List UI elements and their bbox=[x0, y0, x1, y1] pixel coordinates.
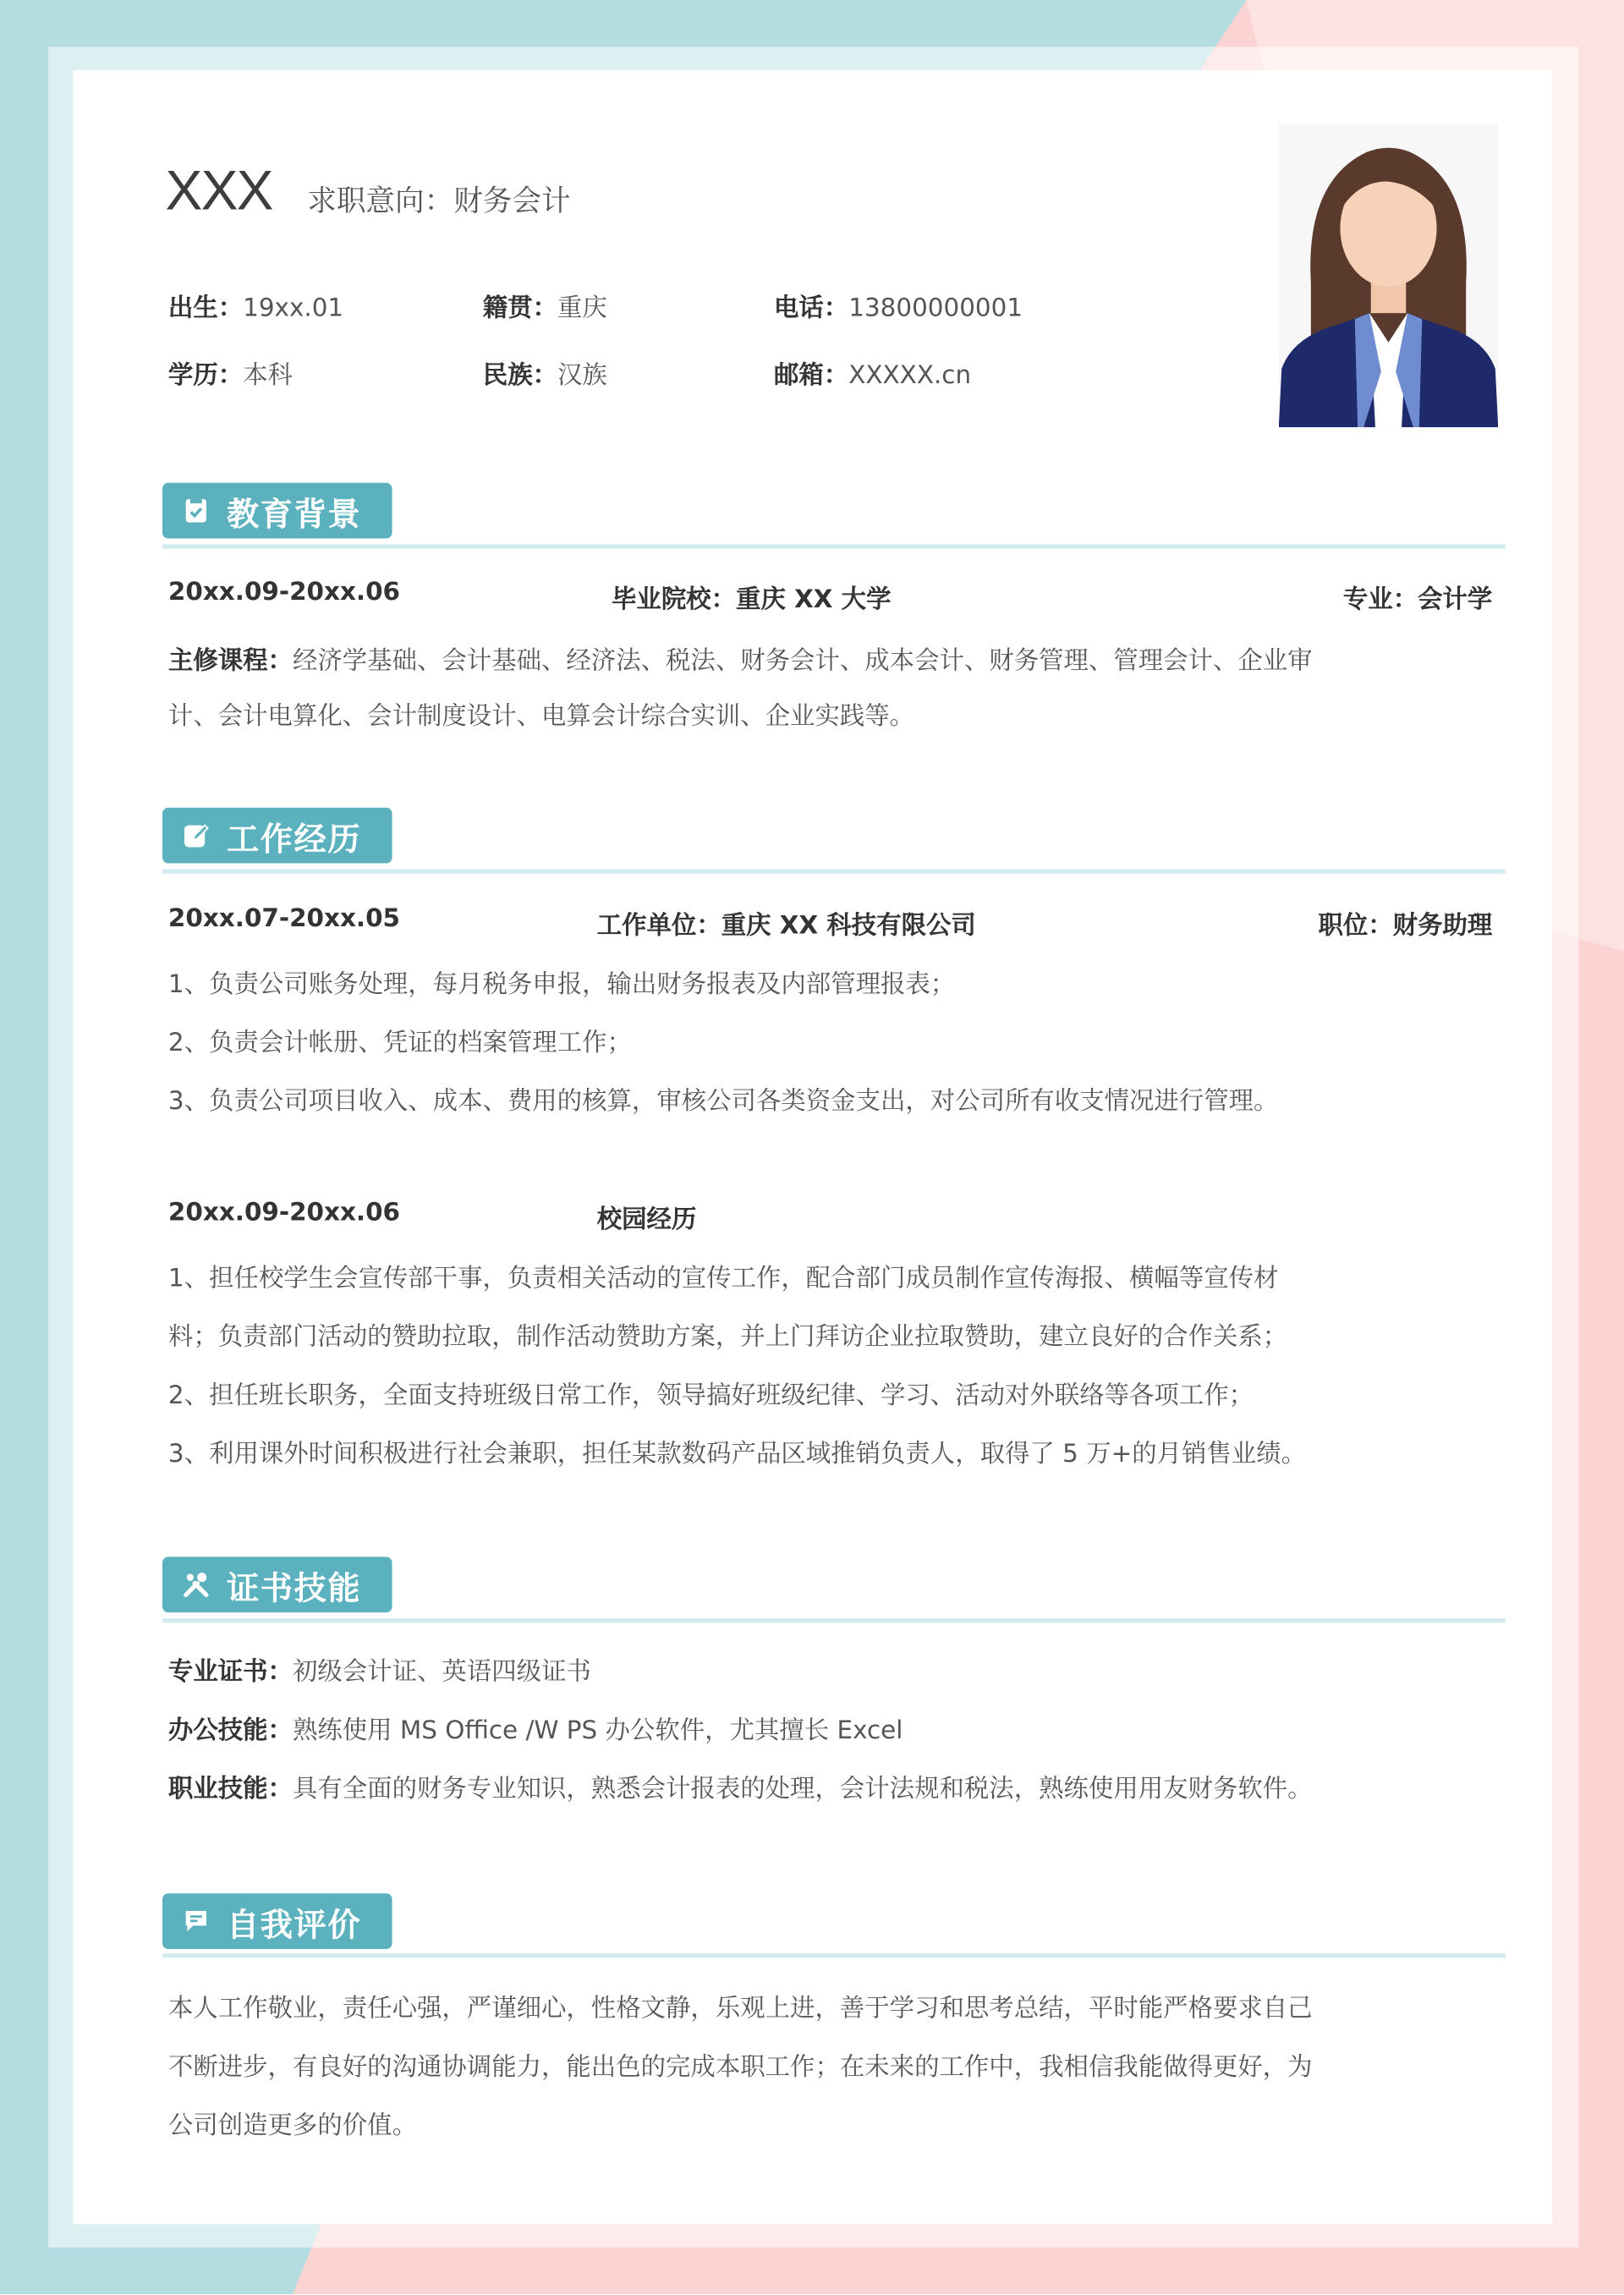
edu-courses-text1: 经济学基础、会计基础、经济法、税法、财务会计、成本会计、财务管理、管理会计、企业审 bbox=[292, 646, 1313, 677]
info-ethnic-value: 汉族 bbox=[557, 361, 607, 391]
edu-courses-line2: 计、会计电算化、会计制度设计、电算会计综合实训、企业实践等。 bbox=[167, 702, 915, 732]
section-self-rule bbox=[162, 1953, 1506, 1957]
edu-major: 专业：会计学 bbox=[1342, 585, 1493, 615]
edu-courses-line1 bbox=[168, 640, 1313, 676]
edit-icon bbox=[183, 822, 209, 848]
job2-date: 20xx.09-20xx.06 bbox=[167, 1198, 401, 1228]
info-email bbox=[774, 354, 971, 391]
section-skills-header bbox=[162, 1557, 392, 1612]
self-line-1: 本人工作敬业，责任心强，严谨细心，性格文静，乐观上进，善于学习和思考总结，平时能严格要求自己 bbox=[167, 1994, 1313, 2024]
section-self-title: 自我评价 bbox=[227, 1908, 362, 1945]
job2-item-3: 2、担任班长职务，全面支持班级日常工作，领导搞好班级纪律、学习、活动对外联络等各项工作； bbox=[167, 1381, 1254, 1411]
info-ethnic-label: 民族： bbox=[482, 361, 558, 391]
skill-pro bbox=[168, 1768, 1313, 1804]
info-education bbox=[168, 354, 293, 391]
job-intent-value: 财务会计 bbox=[453, 183, 571, 218]
job1-item-2: 2、负责会计帐册、凭证的档案管理工作； bbox=[167, 1029, 632, 1058]
chat-icon bbox=[183, 1908, 209, 1935]
job1-date: 20xx.07-20xx.05 bbox=[167, 903, 401, 934]
job1-position: 职位：财务助理 bbox=[1318, 911, 1493, 942]
job2-item-4: 3、利用课外时间积极进行社会兼职，担任某款数码产品区域推销负责人，取得了 5 万+的月销售业绩。 bbox=[167, 1440, 1307, 1469]
edu-courses-label: 主修课程： bbox=[167, 646, 293, 677]
info-email-value: XXXXX.cn bbox=[848, 361, 972, 391]
job-intent bbox=[307, 177, 570, 219]
avatar-illustration bbox=[1279, 123, 1498, 427]
section-self-header bbox=[162, 1893, 392, 1949]
skill-cert-value: 初级会计证、英语四级证书 bbox=[292, 1657, 591, 1688]
info-ethnic bbox=[483, 354, 607, 391]
info-native-label: 籍贯： bbox=[482, 294, 558, 324]
job-intent-label: 求职意向： bbox=[307, 183, 454, 218]
info-birth bbox=[168, 287, 343, 323]
job2-company: 校园经历 bbox=[596, 1205, 697, 1235]
section-work-rule bbox=[162, 869, 1506, 873]
profile-photo bbox=[1279, 123, 1498, 427]
edu-school: 毕业院校：重庆 XX 大学 bbox=[612, 585, 892, 615]
section-education-header bbox=[162, 483, 392, 539]
skill-pro-label: 职业技能： bbox=[167, 1775, 293, 1804]
skill-office-value: 熟练使用 MS Office /W PS 办公软件，尤其擅长 Excel bbox=[292, 1716, 903, 1746]
info-edu-label: 学历： bbox=[167, 361, 244, 391]
section-skills-title: 证书技能 bbox=[227, 1571, 362, 1608]
tools-icon bbox=[183, 1572, 209, 1598]
candidate-name: XXX bbox=[165, 161, 272, 222]
skill-office-label: 办公技能： bbox=[167, 1716, 293, 1746]
section-skills-rule bbox=[162, 1618, 1506, 1622]
job2-item-2: 料；负责部门活动的赞助拉取，制作活动赞助方案，并上门拜访企业拉取赞助，建立良好的合作关系； bbox=[167, 1322, 1288, 1353]
section-education-rule bbox=[162, 544, 1506, 548]
skill-cert bbox=[168, 1650, 591, 1687]
skill-office bbox=[168, 1709, 903, 1745]
section-work-title: 工作经历 bbox=[227, 822, 362, 859]
skill-pro-value: 具有全面的财务专业知识，熟悉会计报表的处理，会计法规和税法，熟练使用用友财务软件。 bbox=[292, 1775, 1313, 1804]
info-native-value: 重庆 bbox=[557, 294, 607, 324]
doc-check-icon bbox=[183, 497, 209, 524]
info-edu-value: 本科 bbox=[243, 361, 293, 391]
section-education-title: 教育背景 bbox=[227, 497, 362, 535]
edu-date: 20xx.09-20xx.06 bbox=[167, 578, 401, 607]
job1-item-1: 1、负责公司账务处理，每月税务申报，输出财务报表及内部管理报表； bbox=[167, 969, 956, 1000]
job1-item-3: 3、负责公司项目收入、成本、费用的核算，审核公司各类资金支出，对公司所有收支情况进行管理。 bbox=[167, 1087, 1279, 1117]
job1-company: 工作单位：重庆 XX 科技有限公司 bbox=[596, 911, 976, 942]
section-work-header bbox=[162, 808, 392, 864]
info-birth-value: 19xx.01 bbox=[243, 294, 344, 324]
info-phone-value: 13800000001 bbox=[848, 294, 1023, 324]
job2-item-1: 1、担任校学生会宣传部干事，负责相关活动的宣传工作，配合部门成员制作宣传海报、横幅等宣传材 bbox=[167, 1264, 1279, 1294]
info-phone bbox=[774, 287, 1023, 323]
info-birth-label: 出生： bbox=[167, 294, 244, 324]
self-line-3: 公司创造更多的价值。 bbox=[167, 2111, 417, 2141]
skill-cert-label: 专业证书： bbox=[167, 1657, 293, 1688]
info-email-label: 邮箱： bbox=[774, 361, 849, 391]
self-line-2: 不断进步，有良好的沟通协调能力，能出色的完成本职工作；在未来的工作中，我相信我能做得更好，为 bbox=[167, 2052, 1313, 2083]
info-native bbox=[483, 287, 607, 323]
info-phone-label: 电话： bbox=[774, 294, 849, 324]
